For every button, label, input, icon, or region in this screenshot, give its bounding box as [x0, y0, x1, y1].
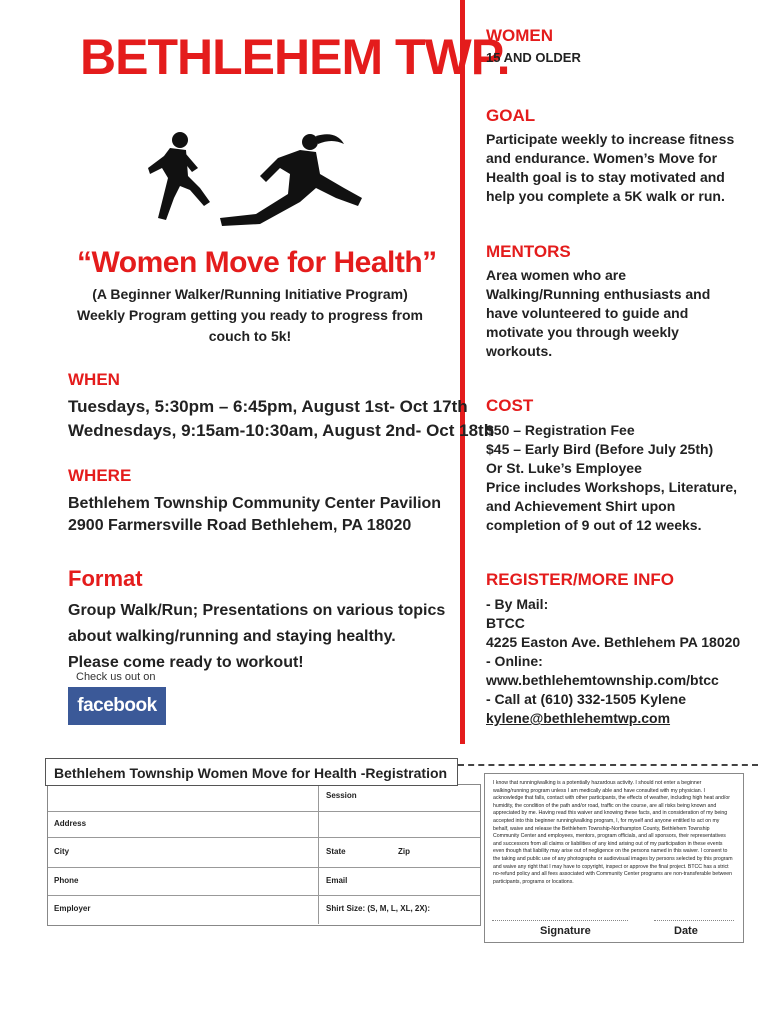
format-line-2: about walking/running and staying healthy.	[68, 628, 396, 645]
goal-line: help you complete a 5K walk or run.	[486, 188, 725, 204]
register-heading: REGISTER/MORE INFO	[486, 570, 674, 589]
register-line[interactable]: www.bethlehemtownship.com/btcc	[486, 672, 719, 688]
facebook-logo[interactable]: facebook	[68, 687, 166, 725]
date-label: Date	[674, 925, 698, 937]
cut-line	[458, 764, 758, 766]
cost-line: and Achievement Shirt upon	[486, 498, 676, 514]
format-line-1: Group Walk/Run; Presentations on various topics	[68, 602, 446, 619]
cost-heading: COST	[486, 396, 534, 415]
program-subtitle-2: Weekly Program getting you ready to progress from	[77, 307, 423, 323]
goal-line: Participate weekly to increase fitness	[486, 131, 735, 147]
runner-left-icon	[148, 132, 210, 220]
facebook-prompt: Check us out on	[76, 671, 156, 683]
goal-heading: GOAL	[486, 106, 536, 125]
registration-form	[47, 784, 481, 926]
mentors-line: workouts.	[486, 343, 553, 359]
women-text: 15 AND OLDER	[486, 50, 581, 65]
mentors-heading: MENTORS	[486, 242, 571, 261]
cost-line: Price includes Workshops, Literature,	[486, 479, 738, 495]
program-subtitle-1: (A Beginner Walker/Running Initiative Program)	[92, 286, 408, 302]
form-row-session	[48, 785, 480, 812]
when-heading: WHEN	[68, 370, 120, 389]
format-heading: Format	[68, 566, 143, 591]
registration-form-title: Bethlehem Township Women Move for Health -Registration	[45, 758, 458, 786]
date-line[interactable]	[654, 920, 734, 921]
program-subtitle-3: couch to 5k!	[208, 328, 292, 344]
cost-line: completion of 9 out of 12 weeks.	[486, 517, 702, 533]
women-heading: WOMEN	[486, 26, 554, 45]
runner-right-icon	[220, 134, 362, 226]
mentors-line: have volunteered to guide and	[486, 305, 689, 321]
state-label: State	[326, 847, 346, 856]
register-line: 4225 Easton Ave. Bethlehem PA 18020	[486, 634, 741, 650]
when-line-2: Wednesdays, 9:15am-10:30am, August 2nd- Oct 18th	[68, 421, 495, 440]
cost-line: $45 – Early Bird (Before July 25th)	[486, 441, 714, 457]
register-line: BTCC	[486, 615, 525, 631]
column-divider	[460, 0, 465, 744]
email-label: Email	[326, 876, 348, 885]
session-label: Session	[326, 791, 357, 800]
form-row-phone	[48, 867, 480, 896]
form-row-employer	[48, 895, 480, 924]
format-line-3: Please come ready to workout!	[68, 654, 304, 671]
cost-line: $50 – Registration Fee	[486, 422, 635, 438]
register-line: - Call at (610) 332-1505 Kylene	[486, 691, 686, 707]
mentors-line: motivate you through weekly	[486, 324, 679, 340]
address-label: Address	[54, 819, 87, 828]
register-line: - By Mail:	[486, 596, 549, 612]
city-label: City	[54, 847, 70, 856]
goal-line: and endurance. Women’s Move for	[486, 150, 718, 166]
program-name: “Women Move for Health”	[77, 246, 437, 279]
form-column-divider	[318, 785, 319, 924]
waiver-text: I know that running/walking is a potentially hazardous activity. I should not enter a beginner walking/running program unless I am medically able and have consulted with my physician. I acknowledge that falls, contact with other participants, the effects of weather, including high heat and/or humidity, the condition of the path and/or road, traffic on the course, are all risks being known and appreciated by me. Having read this waiver and knowing these facts, and in consideration of my being accepted into this beginner running/walking program, I, for myself and anyone entitled to act on my behalf, waive and release the Bethlehem Township-Northampton County, Bethlehem Township Community Center and employees, mentors, program officials, and all sponsors, their representatives and successors from all claims or liabilities of any kind arising out of my participation in these events even though that liability may arise out of negligence on the persons named in this waiver. I consent to the taking and public use of any photographs or audiovisual images by persons selected by this program and waive any right that I may have to copyright, inspect or approve the final project. BTCC has a strict no-refund policy and all fees associated with Community Center programs are non-transferable between participants, programs or locations.	[484, 773, 744, 943]
mentors-line: Walking/Running enthusiasts and	[486, 286, 711, 302]
when-line-1: Tuesdays, 5:30pm – 6:45pm, August 1st- Oct 17th	[68, 397, 468, 416]
where-address: 2900 Farmersville Road Bethlehem, PA 18020	[68, 517, 412, 534]
signature-label: Signature	[540, 925, 591, 937]
form-row-address	[48, 811, 480, 838]
register-email-link[interactable]: kylene@bethlehemtwp.com	[486, 710, 671, 726]
employer-label: Employer	[54, 904, 91, 913]
where-heading: WHERE	[68, 466, 132, 485]
shirt-size-label: Shirt Size: (S, M, L, XL, 2X):	[326, 904, 431, 913]
runners-illustration	[140, 128, 380, 238]
page-title: BETHLEHEM TWP.	[80, 29, 510, 85]
phone-label: Phone	[54, 876, 79, 885]
register-line: - Online:	[486, 653, 543, 669]
signature-line[interactable]	[492, 920, 628, 921]
goal-line: Health goal is to stay motivated and	[486, 169, 725, 185]
form-row-city	[48, 837, 480, 868]
cost-line: Or St. Luke’s Employee	[486, 460, 642, 476]
where-place: Bethlehem Township Community Center Pavilion	[68, 495, 442, 512]
mentors-line: Area women who are	[486, 267, 627, 283]
zip-label: Zip	[398, 847, 410, 856]
